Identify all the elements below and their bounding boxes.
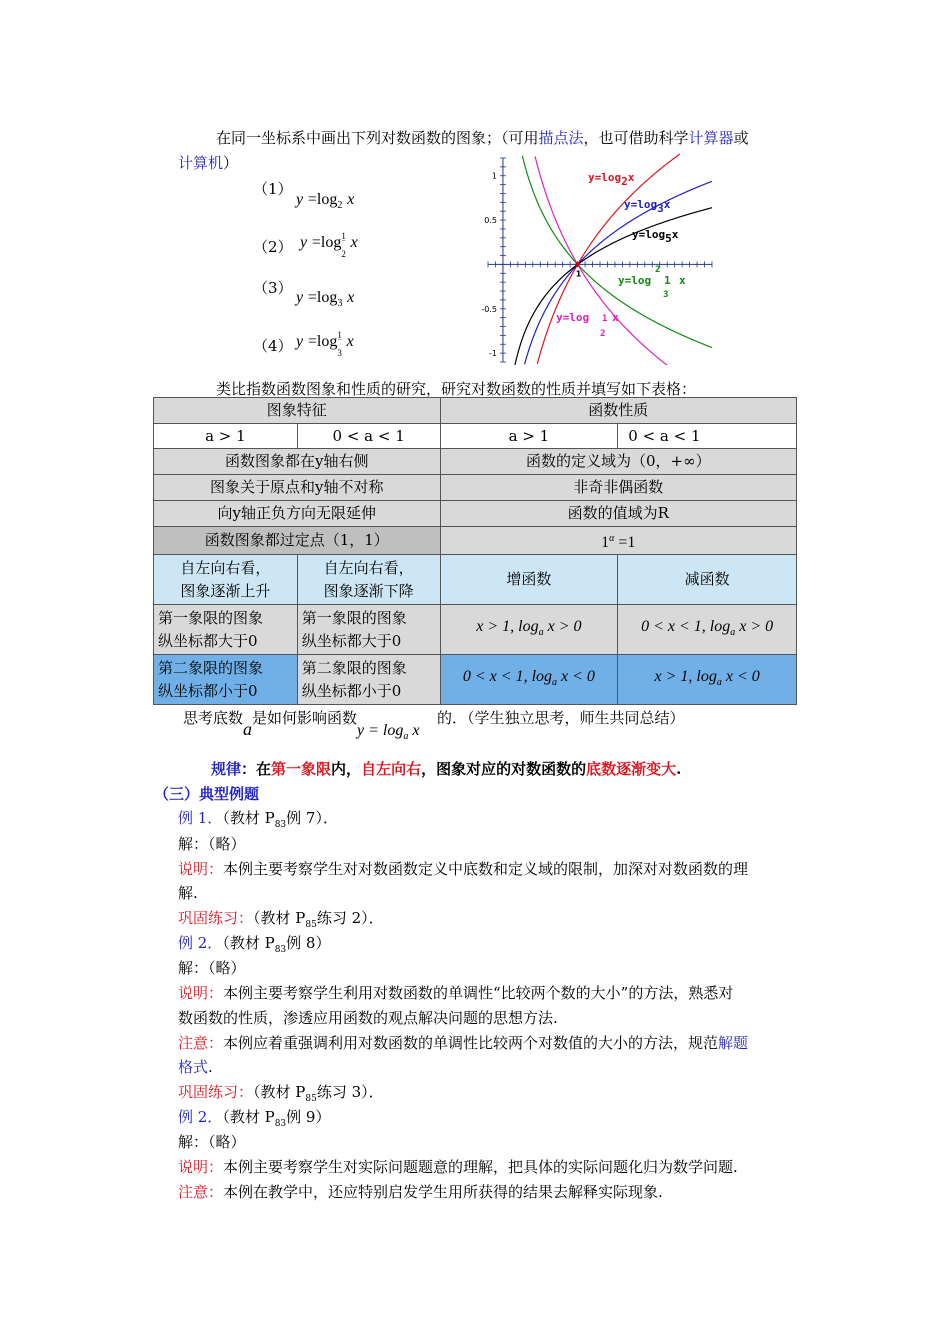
practice-2: 巩固练习：（教材 $P_{85}$练习 3）． bbox=[178, 1083, 384, 1104]
cell-decreasing: 减函数 bbox=[618, 555, 797, 605]
attention-1: 注意：本例应着重强调利用对数函数的单调性比较两个对数值的大小的方法，规范解题 bbox=[178, 1034, 749, 1052]
x-tick-label: 1 bbox=[575, 269, 582, 279]
intro-text-d: ） bbox=[223, 154, 239, 172]
chart-curves bbox=[515, 154, 712, 365]
table-row bbox=[154, 527, 797, 555]
intro-text-c: 或 bbox=[733, 129, 749, 147]
cell-r5-b: 自左向右看， 图象逐渐下降 bbox=[297, 555, 440, 605]
cell-r5-a: 自左向右看， 图象逐渐上升 bbox=[154, 555, 298, 605]
cell-r7-d: x > 1, $\log_a x < 0$ bbox=[618, 655, 797, 705]
cell-a-gt-1-prop: a > 1 bbox=[440, 424, 618, 449]
solve-2: 解：（略） bbox=[178, 959, 246, 977]
cell-increasing: 增函数 bbox=[440, 555, 618, 605]
intro-line-1 bbox=[216, 127, 749, 148]
note-1: 说明：本例主要考察学生对对数函数定义中底数和定义域的限制，加深对对数函数的理 bbox=[178, 860, 749, 878]
table-row bbox=[154, 449, 797, 475]
cell-a-lt-1: 0 < a < 1 bbox=[297, 424, 440, 449]
practice-1: 巩固练习：（教材 $P_{85}$练习 2）． bbox=[178, 909, 384, 930]
cell-a-gt-1: a > 1 bbox=[154, 424, 298, 449]
section-title: （三）典型例题 bbox=[154, 785, 260, 803]
label-log5: y=log5x bbox=[632, 228, 679, 245]
table-row bbox=[154, 501, 797, 527]
cell-r3-left: 向y轴正负方向无限延伸 bbox=[154, 501, 441, 527]
intro-text-b: ，也可借助科学 bbox=[583, 129, 689, 147]
y-tick-label: -1 bbox=[488, 349, 497, 359]
property-table bbox=[153, 397, 797, 705]
cell-r4-left: 函数图象都过定点（1，1） bbox=[154, 527, 441, 555]
cell-r6-b: 第一象限的图象 纵坐标都大于0 bbox=[297, 605, 440, 655]
think-line: 思考底数a是如何影响函数$y = \log_a x$的．（学生独立思考，师生共同总结） bbox=[183, 709, 685, 742]
rule-line: 规律：在第一象限内，自左向右，图象对应的对数函数的底数逐渐变大. bbox=[211, 760, 682, 778]
header-graph-features: 图象特征 bbox=[154, 398, 441, 424]
cell-r7-b: 第二象限的图象 纵坐标都小于0 bbox=[297, 655, 440, 705]
note-1-cont: 解. bbox=[178, 884, 198, 902]
note-2: 说明：本例主要考察学生利用对数函数的单调性“比较两个数的大小”的方法，熟悉对 bbox=[178, 984, 734, 1002]
cell-r6-a: 第一象限的图象 纵坐标都大于0 bbox=[154, 605, 298, 655]
table-row bbox=[154, 475, 797, 501]
cell-r6-c: x > 1, $\log_a x > 0$ bbox=[440, 605, 618, 655]
note-2-cont: 数函数的性质，渗透应用函数的观点解决问题的思想方法. bbox=[178, 1009, 558, 1027]
example-1: 例 1．（教材 $P_{83}$例 7）． bbox=[178, 809, 338, 830]
func-3: $y =\log_3$ x bbox=[296, 289, 355, 309]
table-intro: 类比指数函数图象和性质的研究，研究对数函数的性质并填写如下表格： bbox=[216, 380, 697, 398]
cell-r1-right: 函数的定义域为（0，+∞） bbox=[440, 449, 796, 475]
cell-r7-c: 0 < x < 1, $\log_a x < 0$ bbox=[440, 655, 618, 705]
func-num-3: （3） bbox=[253, 279, 293, 297]
chart-axes bbox=[481, 158, 712, 362]
cell-r1-left: 函数图象都在y轴右侧 bbox=[154, 449, 441, 475]
attention-2: 注意：本例在教学中，还应特别启发学生用所获得的结果去解释实际现象. bbox=[178, 1183, 663, 1201]
table-row bbox=[154, 655, 797, 705]
cell-r4-right: $1^\alpha =1$ bbox=[440, 527, 796, 555]
func-num-4: （4） bbox=[253, 337, 293, 355]
label-log3: y=log3x bbox=[624, 198, 671, 215]
func-num-1: （1） bbox=[253, 180, 293, 198]
table-row bbox=[154, 555, 797, 605]
cell-r2-right: 非奇非偶函数 bbox=[440, 475, 796, 501]
y-tick-label: 0.5 bbox=[484, 216, 497, 226]
link-computer[interactable]: 计算机 bbox=[178, 154, 224, 172]
attention-1-cont: 格式. bbox=[178, 1058, 213, 1076]
func-num-2: （2） bbox=[253, 238, 293, 256]
link-plot-method[interactable]: 描点法 bbox=[538, 129, 584, 147]
label-log2: y=log2x bbox=[588, 171, 635, 188]
label-log13: y=log 1 x bbox=[618, 274, 686, 287]
link-calculator[interactable]: 计算器 bbox=[688, 129, 734, 147]
label-log13-den: 3 bbox=[663, 290, 669, 300]
table-row bbox=[154, 605, 797, 655]
cell-r2-left: 图象关于原点和y轴不对称 bbox=[154, 475, 441, 501]
cell-r7-a: 第二象限的图象 纵坐标都小于0 bbox=[154, 655, 298, 705]
table-row bbox=[154, 398, 797, 424]
fixed-point-marker bbox=[575, 262, 579, 266]
cell-a-lt-1-prop: 0 < a < 1 bbox=[618, 424, 797, 449]
solve-3: 解：（略） bbox=[178, 1133, 246, 1151]
y-tick-label: -0.5 bbox=[481, 304, 497, 314]
label-log13-extra: 2 bbox=[655, 265, 661, 275]
label-log12-den: 2 bbox=[600, 329, 606, 339]
header-function-properties: 函数性质 bbox=[440, 398, 796, 424]
example-3: 例 2．（教材 $P_{83}$例 9） bbox=[178, 1108, 331, 1129]
y-tick-label: 1 bbox=[491, 171, 497, 181]
solve-1: 解：（略） bbox=[178, 835, 246, 853]
table-row bbox=[154, 424, 797, 449]
func-4: y =log1 ‾ 3 x bbox=[296, 330, 354, 358]
label-log12: y=log 1 x bbox=[556, 311, 619, 324]
cell-r3-right: 函数的值域为R bbox=[440, 501, 796, 527]
example-2: 例 2．（教材 $P_{83}$例 8） bbox=[178, 934, 331, 955]
series-line bbox=[537, 154, 680, 364]
intro-line-2 bbox=[178, 152, 238, 173]
intro-text-a: 在同一坐标系中画出下列对数函数的图象；（可用 bbox=[216, 129, 539, 147]
func-1: $y =\log_2$ x bbox=[296, 191, 355, 211]
note-3: 说明：本例主要考察学生对实际问题题意的理解，把具体的实际问题化归为数学问题. bbox=[178, 1158, 738, 1176]
func-2: y =log1 ‾ 2 x bbox=[300, 231, 358, 259]
log-chart bbox=[460, 150, 720, 365]
cell-r6-d: 0 < x < 1, $\log_a x > 0$ bbox=[618, 605, 797, 655]
